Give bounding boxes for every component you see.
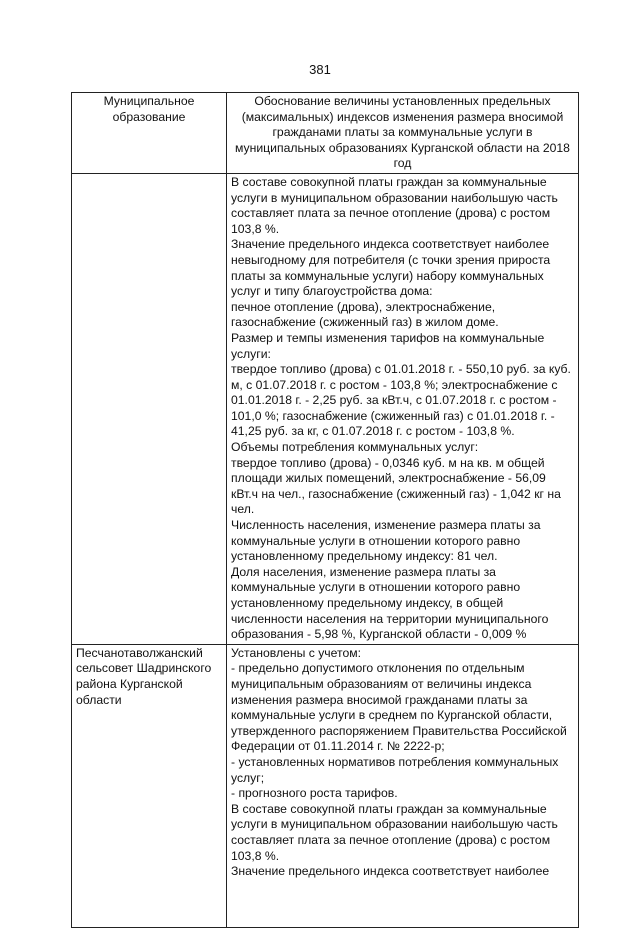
header-municipality: Муниципальное образование: [72, 93, 227, 174]
paragraph: Значение предельного индекса соответствует наиболее: [231, 864, 550, 879]
table-row: [72, 173, 579, 644]
index-justification-table: [71, 92, 579, 928]
paragraph: Численность населения, изменение размера платы за коммунальные услуги в отношении которого равно установленному предельному индексу: 81 чел.: [231, 518, 541, 564]
page-number: 381: [309, 62, 331, 77]
header-justification: Обоснование величины установленных предельных (максимальных) индексов изменения размера вносимой гражданами платы за коммунальные услуги в муниципальных образованиях Курганской области на 2018 год: [227, 93, 579, 174]
municipality-cell: [72, 173, 227, 644]
municipality-cell: Песчанотаволжанский сельсовет Шадринского района Курганской области: [72, 644, 227, 927]
paragraph: Размер и темпы изменения тарифов на коммунальные услуги:: [231, 330, 545, 361]
paragraph: Объемы потребления коммунальных услуг:: [231, 440, 479, 455]
justification-cell: [227, 644, 579, 927]
paragraph: твердое топливо (дрова) с 01.01.2018 г. - 550,10 руб. за куб. м, с 01.07.2018 г. с ростом - 103,8 %; электроснабжение с 01.01.2018 г. - 2,25 руб. за кВт.ч, с 01.07.2018 г. с ростом - 101,0 %; газоснабжение (сжиженный газ) с 01.01.2018 г. - 41,25 руб. за кг, с 01.07.2018 г. с ростом - 103,8 %.: [231, 362, 571, 439]
paragraph: - предельно допустимого отклонения по отдельным муниципальным образованиям от величины индекса изменения размера вносимой гражданами платы за коммунальные услуги в среднем по Курганской области, утвержденного распоряжением Правительства Российской Федерации от 01.11.2014 г. № 2222-р;: [231, 661, 567, 754]
paragraph: В составе совокупной платы граждан за коммунальные услуги в муниципальном образовании наибольшую часть составляет плата за печное отопление (дрова) с ростом 103,8 %.: [231, 174, 558, 236]
paragraph: - установленных нормативов потребления коммунальных услуг;: [231, 754, 559, 785]
paragraph: В составе совокупной платы граждан за коммунальные услуги в муниципальном образовании наибольшую часть составляет плата за печное отопление (дрова) с ростом 103,8 %.: [231, 801, 558, 863]
table-header-row: [72, 93, 579, 174]
paragraph: - прогнозного роста тарифов.: [231, 786, 398, 801]
paragraph: печное отопление (дрова), электроснабжение, газоснабжение (сжиженный газ) в жилом доме.: [231, 299, 499, 330]
paragraph: твердое топливо (дрова) - 0,0346 куб. м на кв. м общей площади жилых помещений, электроснабжение - 56,09 кВт.ч на чел., газоснабжение (сжиженный газ) - 1,042 кг на чел.: [231, 455, 561, 517]
table-row: [72, 644, 579, 927]
paragraph: Установлены с учетом:: [231, 645, 361, 660]
justification-cell: [227, 173, 579, 644]
paragraph: Значение предельного индекса соответствует наиболее невыгодному для потребителя (с точки зрения прироста платы за коммунальные услуги) набору коммунальных услуг и типу благоустройства дома:: [231, 237, 551, 299]
paragraph: Доля населения, изменение размера платы за коммунальные услуги в отношении которого равно установленному предельному индексу, в общей численности населения на территории муниципального образования - 5,98 %, Курганской области - 0,009 %: [231, 564, 549, 642]
